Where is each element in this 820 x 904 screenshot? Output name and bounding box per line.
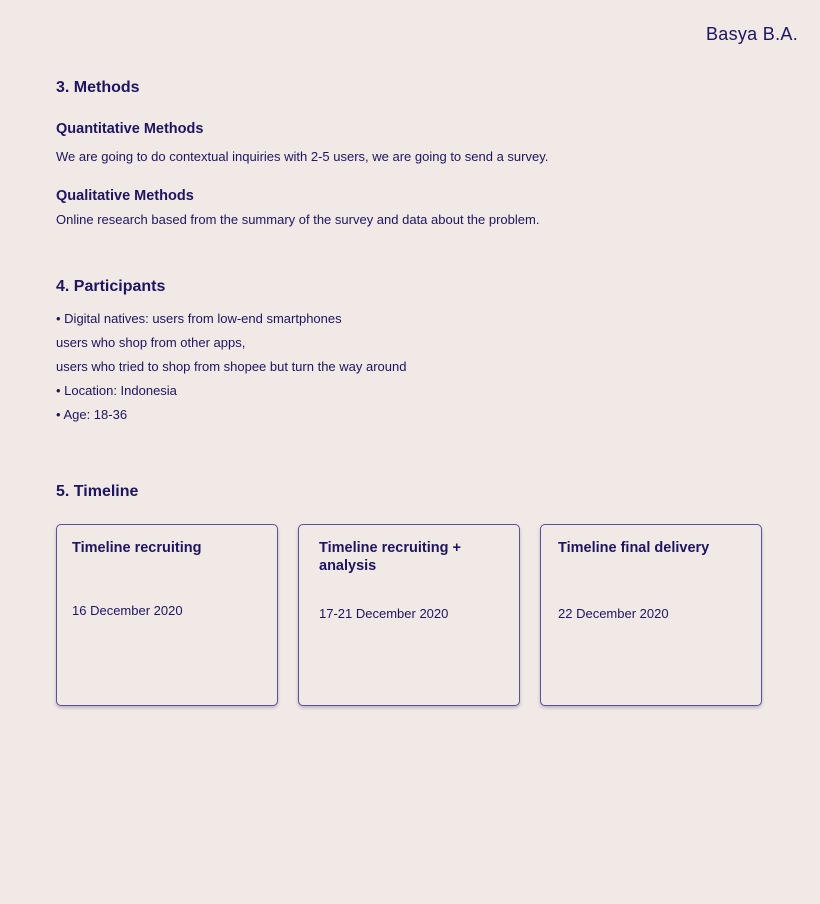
timeline-heading: 5. Timeline — [56, 483, 139, 500]
quantitative-methods-text: We are going to do contextual inquiries with 2-5 users, we are going to send a survey. — [56, 149, 549, 164]
timeline-card — [56, 524, 278, 706]
timeline-cards — [56, 524, 766, 706]
participant-line: users who shop from other apps, — [56, 335, 246, 350]
qualitative-methods-title: Qualitative Methods — [56, 188, 194, 204]
qualitative-methods-text: Online research based from the summary of the survey and data about the problem. — [56, 212, 540, 227]
participant-line: • Location: Indonesia — [56, 383, 177, 398]
methods-heading: 3. Methods — [56, 79, 140, 96]
participant-line: • Digital natives: users from low-end smartphones — [56, 311, 342, 326]
timeline-card-date: 17-21 December 2020 — [319, 606, 449, 621]
participant-line: users who tried to shop from shopee but turn the way around — [56, 359, 407, 374]
participants-list — [56, 307, 406, 427]
author-name: Basya B.A. — [705, 24, 798, 44]
timeline-card-title: Timeline recruiting + analysis — [319, 540, 461, 574]
timeline-card — [298, 524, 520, 706]
timeline-card-date: 16 December 2020 — [72, 603, 183, 618]
timeline-card — [540, 524, 762, 706]
timeline-card-title: Timeline final delivery — [558, 540, 710, 556]
timeline-card-date: 22 December 2020 — [558, 606, 669, 621]
participant-line: • Age: 18-36 — [56, 407, 128, 422]
quantitative-methods-title: Quantitative Methods — [56, 121, 204, 137]
participants-heading: 4. Participants — [56, 278, 166, 295]
timeline-card-title: Timeline recruiting — [72, 540, 202, 556]
